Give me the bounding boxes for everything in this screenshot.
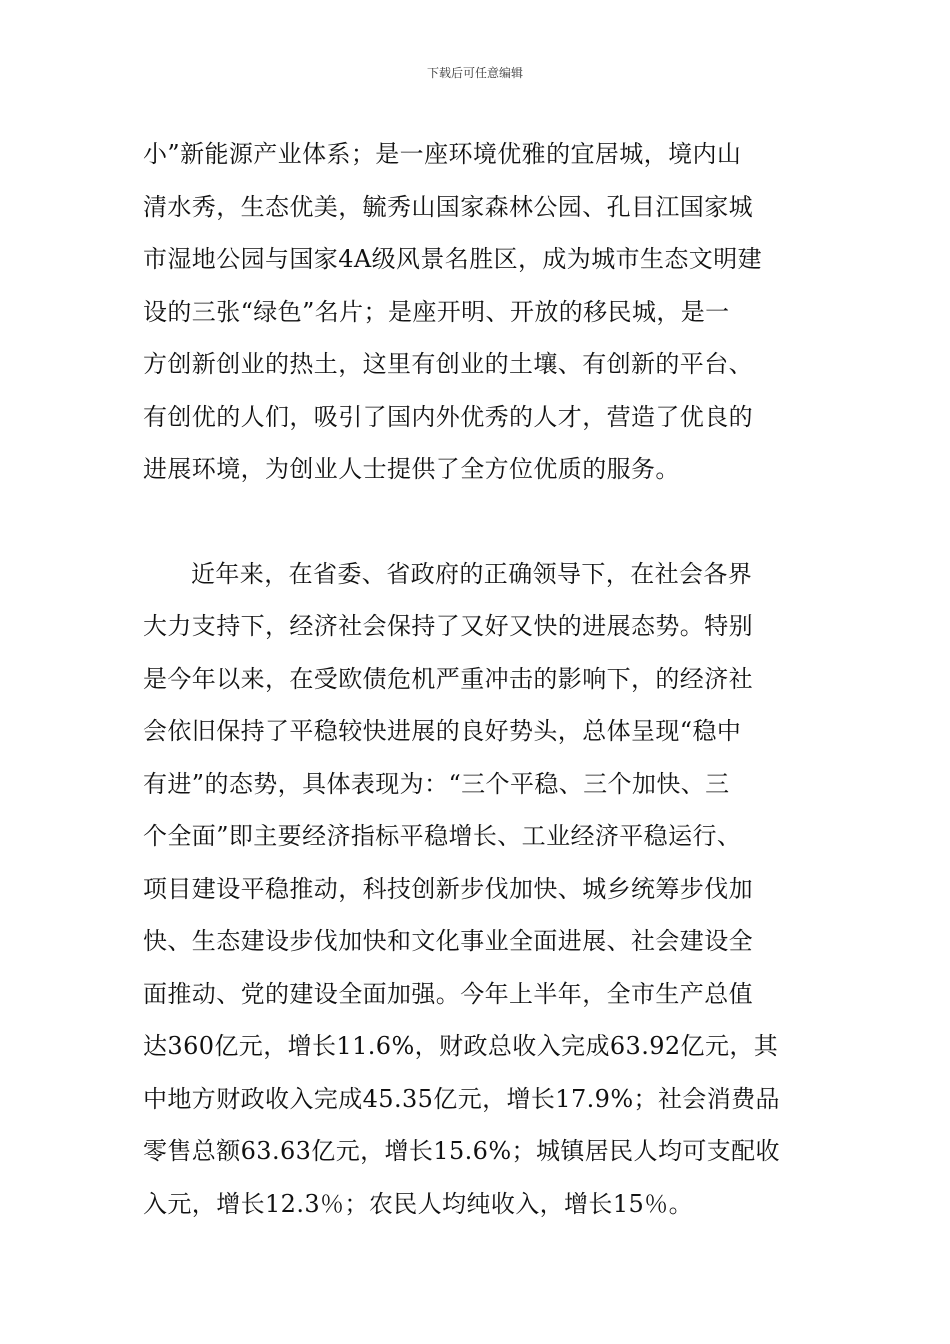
text-line: 项目建设平稳推动，科技创新步伐加快、城乡统筹步伐加 [143, 874, 753, 903]
paragraph-2 [143, 548, 811, 1231]
text-line: 是今年以来，在受欧债危机严重冲击的影响下，的经济社 [143, 664, 753, 693]
text-line: 进展环境，为创业人士提供了全方位优质的服务。 [143, 455, 680, 483]
text-line: 中地方财政收入完成45.35亿元，增长17.9%；社会消费品 [143, 1084, 780, 1113]
text-line: 小”新能源产业体系；是一座环境优雅的宜居城，境内山 [143, 140, 742, 168]
text-line: 有进”的态势，具体表现为：“三个平稳、三个加快、三 [143, 769, 730, 798]
text-line: 达360亿元，增长11.6%，财政总收入完成63.92亿元，其 [143, 1032, 779, 1060]
text-line: 方创新创业的热土，这里有创业的土壤、有创新的平台、 [143, 350, 753, 378]
text-line: 清水秀，生态优美，毓秀山国家森林公园、孔目江国家城 [143, 192, 753, 221]
document-body [143, 128, 811, 1230]
text-line: 个全面”即主要经济指标平稳增长、工业经济平稳运行、 [143, 822, 742, 850]
text-line: 大力支持下，经济社会保持了又好又快的进展态势。特别 [143, 612, 753, 640]
text-line: 设的三张“绿色”名片；是座开明、开放的移民城，是一 [143, 297, 730, 326]
text-line: 零售总额63.63亿元，增长15.6%；城镇居民人均可支配收 [143, 1137, 780, 1165]
text-line: 市湿地公园与国家4A级风景名胜区，成为城市生态文明建 [143, 245, 762, 273]
text-line: 有创优的人们，吸引了国内外优秀的人才，营造了优良的 [143, 402, 753, 431]
paragraph-1 [143, 128, 811, 496]
text-line: 入元，增长12.3％；农民人均纯收入，增长15％。 [143, 1189, 693, 1218]
text-line: 快、生态建设步伐加快和文化事业全面进展、社会建设全 [143, 927, 753, 955]
text-line: 面推动、党的建设全面加强。今年上半年，全市生产总值 [143, 979, 753, 1008]
page-header: 下载后可任意编辑 [426, 66, 523, 80]
text-line: 近年来，在省委、省政府的正确领导下，在社会各界 [191, 559, 753, 588]
text-line: 会依旧保持了平稳较快进展的良好势头，总体呈现“稳中 [143, 717, 742, 745]
